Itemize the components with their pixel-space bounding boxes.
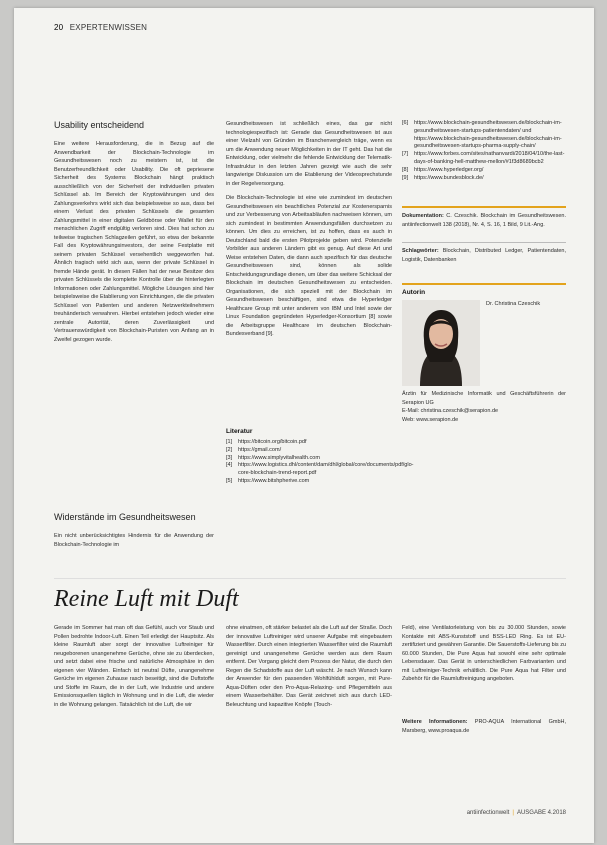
literature-heading: Literatur (226, 428, 253, 435)
documentation-block (402, 212, 566, 238)
author-name: Dr. Christina Czeschik (486, 301, 541, 308)
page-header (54, 23, 147, 32)
keywords-block (402, 247, 566, 265)
page-footer (467, 810, 566, 816)
article-divider (54, 578, 566, 579)
author-heading: Autorin (402, 289, 426, 297)
author-email[interactable]: E-Mail: christina.czeschik@serapion.de (402, 408, 499, 415)
documentation-label: Dokumentation: (402, 213, 444, 220)
article-title: Reine Luft mit Duft (54, 586, 239, 612)
article2-column-3-text: Feld), eine Ventilatorleistung von bis zu 30.000 Stunden, sowie Kontakte mit ABS-Kunststoff und BSS-LED Ring. Es ist EU-zertifiziert und gewähren Garantie. Die Sauerstoffs-Lieferung bis zu 60.000 Stunden, Die Pure Aqua hat sowohl eine sehr optimale Lebensdauer. Das Gerät in unterschiedlichen Farbvarianten und mit Luftreiniger-Technik erhältlich. Die Pure Aqua hat Filter und Zubehör für die Raumluftreinigung angeboten. (402, 625, 566, 682)
reference-link[interactable]: https://gmail.com/ (238, 446, 282, 453)
author-bio-block (402, 390, 566, 426)
middle-para-2: Die Blockchain-Technologie ist eine wie zumindest im deutschen Gesundheitswesen ein beachtliches Potenzial zur Kostenersparnis und zur Verbesserung von Arbeitsabläufen nachweisen können, um sich zumindest in bestimmten Anwendungsfällen durchsetzen zu können. Um dies zu erreichen, ist zu hoffen, dass es auch in Deutschland bald die ersten Pilotprojekte geben wird. Potenzielle Vorbilder aus anderen Ländern gibt es genug. Auf diese Art und Weise entstehen Daten, die dann auch spezifisch für das deutsche Gesundheitswesen sind, können als solide Entscheidungsgrundlage dienen, um über das weitere Schicksal der Blockchain im deutschen Gesundheitswesen zu entscheiden. Organisationen, die sich speziell mit der Blockchain im Gesundheitswesen beschäftigen, sind etwa die Hyperledger Healthcare Group mit unter anderem von IBM und Intel sowie der Linux Foundation gegründeten Hyperledger-Konsortium [8] sowie die Arbeitsgruppe Healthcare im deutschen Blockchain-Bundesverband [9]. (226, 195, 392, 337)
reference-link[interactable]: https://www.forbes.com/sites/nathanvardi/2018/04/10/the-last-days-of-banking-hell-matthew-mellon/#1f3d8689bcb2 (414, 151, 565, 165)
reference-link[interactable]: https://www.bitshpherive.com (238, 477, 310, 484)
documentation-text: C. Czeschik. Blockchain im Gesundheitswesen. antiinfectionwelt 138 (2018), Nr. 4, S. 16, 1 Bild, 9 Lit.-Ang. (402, 213, 566, 228)
reference-item: [9] https://www.bundesblock.de/ (402, 174, 484, 181)
reference-item: [3] https://www.simplyvitalhealth.com (226, 454, 320, 461)
reference-item: [2] https://gmail.com/ (226, 446, 282, 453)
reference-link[interactable]: https://www.bundesblock.de/ (414, 174, 484, 181)
reference-item: [4] https://www.logistics.dhl/content/dam/dhl/global/core/documents/pdf/glo-core-blockchain-trend-report.pdf (226, 462, 414, 477)
reference-link[interactable]: https://bitcoin.org/bitcoin.pdf (238, 439, 307, 445)
article2-column-2: ohne einatmen, oft stärker belastet als die Luft auf der Straße. Doch der innovative Luftreiniger wird unserer Aufgabe mit eingebautem Wasserfilter. Durch einen integrierten Wasserfilter wird die Raumluft gereinigt und unangenehme Gerüche werden aus dem Raum entfernt. Der Vorgang gleicht dem Prozess der Natur, die durch den Regen die Schadstoffe aus der Luft wäscht. Je nach Wunsch kann der Anwender für den passenden Wohlfühlduft sorgen, mit Pure-Aqua-Düften oder den Pro-Aqua-Relaxing- und Pflegemitteln aus einem Wasserbehälter. Das Gerät zeichnet sich aus durch LED-Beleuchtung und kapazitive Knöpfe (Touch- (226, 625, 392, 708)
middle-para-1: Gesundheitswesen ist schließlich eines, das gar nicht technologiespezifisch ist: Gerade das Gesundheitswesen ist aus einer Vielzahl von Gründen im Branchenvergleich träge, wenn es um die Anwendung neuer Möglichkeiten in der IT geht. Das hat die Entwicklung, oder vielmehr die fehlende Entwicklung der Telematik-Infrastruktur in den letzten Jahren gezeigt wie auch die sehr langwierige Diskussion um die Etablierung der Videosprechstunde in der Regelversorgung. (226, 121, 392, 187)
article2-column-3 (402, 624, 566, 735)
reference-item: [8] https://www.hyperledger.org/ (402, 166, 484, 173)
reference-item: [6] https://www.blockchain-gesundheitswesen.de/blockchain-im-gesundheitswesen-startups-patientendaten/ und https://www.blockchain-gesundheitswesen.de/blockchain-im-gesundheitswesen-startups-pharma-supply-chain/ (402, 120, 566, 151)
left-para-2: Ein nicht unberücksichtigtes Hindernis für die Anwendung der Blockchain-Technologie im (54, 533, 214, 548)
reference-link[interactable]: https://www.hyperledger.org/ (414, 166, 484, 173)
author-bio: Ärztin für Medizinische Informatik und Geschäftsführerin der Serapion UG (402, 391, 566, 406)
magazine-name: antiinfectionwelt (466, 810, 510, 816)
reference-item: [7] https://www.forbes.com/sites/nathanvardi/2018/04/10/the-last-days-of-banking-hell-matthew-mellon/#1f3d8689bcb2 (402, 151, 565, 165)
divider-rule (402, 283, 566, 285)
left-column (54, 120, 214, 550)
reference-link[interactable]: https://www.logistics.dhl/content/dam/dhl/global/core/documents/pdf/glo-core-blockchain-trend-report.pdf (238, 462, 414, 477)
contact-label: Weitere Informationen: (402, 719, 468, 725)
magazine-page (14, 8, 594, 843)
section-title: EXPERTENWISSEN (69, 23, 148, 32)
divider-rule (402, 206, 566, 208)
reference-list-continued (402, 120, 566, 182)
left-para-1: Eine weitere Herausforderung, die in Bezug auf die Anwendbarkeit der Blockchain-Technologie im Gesundheitswesen noch zu meistern ist, ist die Benutzerfreundlichkeit oder Usability. Die oft gepriesene Sicherheit des Systems Blockchain hängt praktisch ausschließlich von der Sicherheit der individuellen privaten Schlüssel ab. Im Bereich der Kryptowährungen und des Zahlungsverkehrs wirkt sich das beispielsweise so aus, dass bei einem Verlust des privaten Schlüssels die gesamten Zahlungsmittel in einer digitalen Geldbörse oder Wallet für den menschlichen Zugriff endgültig verloren sind. Dies hat schon zu teilweise tragischen Schlagzeilen geführt, so etwa der bekannte Fall des Kryptowährungsinvestors, der seine Festplatte mit seinem privaten Schlüssel versehentlich weggeworfen hat. Ähnlich tragisch wirkt sich aus, wenn der private Schlüssel in fremde Hände gerät. In diesen Fällen hat der neue Besitzer des privaten Schlüssels die komplette Kontrolle über die hinterlegten Informationen oder Zahlungsmittel. Mögliche Lösungen sind hier beispielsweise die Etablierung von Einrichtungen, die die privaten Schlüssel von Patienten und anderen Netzwerkteilnehmern treuhänderisch verwahren. Hierbei entstehen jedoch wieder eine zentrale Autorität, deren Zuverlässigkeit und Vertrauenswürdigkeit von Blockchain-Puristen von Anfang an in Zweifel gezogen wurde. (54, 141, 214, 343)
heading-usability: Usability entscheidend (54, 120, 145, 130)
reference-item: [1] https://bitcoin.org/bitcoin.pdf (226, 439, 307, 445)
contact-block (402, 718, 566, 735)
author-box (402, 300, 566, 386)
article2-column-1: Gerade im Sommer hat man oft das Gefühl, auch vor Staub und Pollen bedrohte Indoor-Luft. Einen Teil erledigt der Hauptsitz. Als kleine Raumluft aber sorgt der innovative Luftreiniger für neugeborenen unangenehme Gerüche, ohne sie zu überdecken, und setzt dabei eine frische und natürliche Atmosphäre in den eigenen vier Wänden. Einfach ist neutral Düfte, unangenehme Gerüche im eigenen Zuhause rasch beseitigt, sind die Duftstoffe und Stoffe im Raum, die in der Luft, wie Industrie und andere Emissionsquellen täglich in Wohnung und in die Luft, die wieder in die Wohnung gelangen. Tatsächlich ist die Luft, die wir (54, 625, 214, 708)
contact-text: PRO-AQUA International GmbH, Marsberg, www.proaqua.de (402, 719, 566, 734)
keywords-text: Blockchain, Distributed Ledger, Patientendaten, Logistik, Datenbanken (402, 248, 566, 263)
reference-item: [5] https://www.bitshpherive.com (226, 477, 310, 484)
footer-separator: | (512, 810, 514, 816)
literature-list (226, 439, 414, 486)
divider-line (402, 242, 566, 243)
reference-link[interactable]: https://www.blockchain-gesundheitswesen.de/blockchain-im-gesundheitswesen-startups-patientendaten/ und https://www.blockchain-gesundheitswesen.de/blockchain-im-gesundheitswesen-startups-pharma-supply-chain/ (414, 120, 562, 150)
heading-widerstaende: Widerstände im Gesundheitswesen (54, 512, 196, 522)
page-number: 20 (54, 23, 64, 32)
author-website[interactable]: Web: www.serapion.de (402, 416, 459, 423)
keywords-label: Schlagwörter: (402, 248, 439, 255)
author-photo (402, 300, 480, 386)
reference-link[interactable]: https://www.simplyvitalhealth.com (238, 454, 320, 461)
issue-label: AUSGABE 4.2018 (516, 810, 566, 816)
right-column (402, 120, 566, 426)
